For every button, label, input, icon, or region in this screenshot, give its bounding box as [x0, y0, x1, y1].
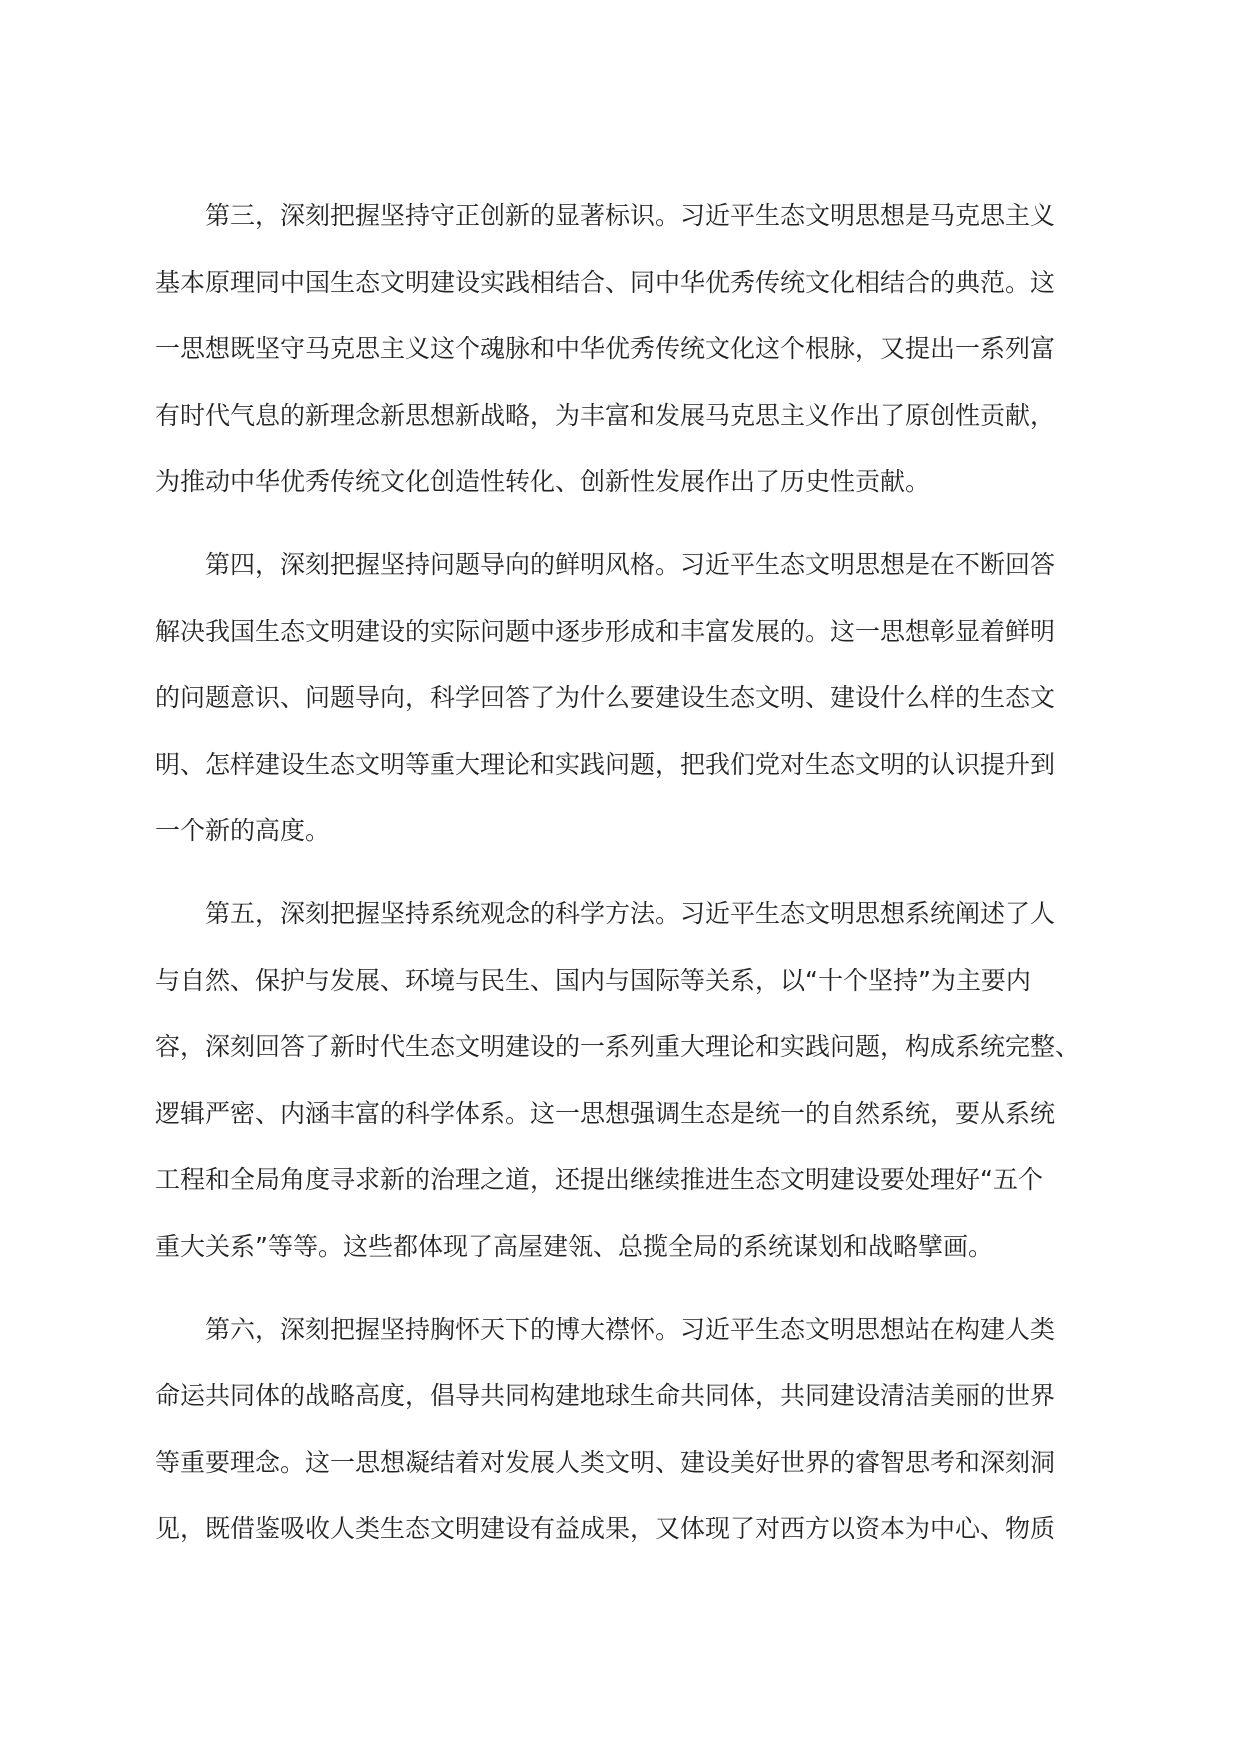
text-line: 第四，深刻把握坚持问题导向的鲜明风格。习近平生态文明思想是在不断回答 — [205, 549, 1056, 579]
text-line: 为推动中华优秀传统文化创造性转化、创新性发展作出了历史性贡献。 — [155, 467, 931, 497]
paragraph-fifth — [155, 881, 1081, 1281]
text-line: 等重要理念。这一思想凝结着对发展人类文明、建设美好世界的睿智思考和深刻洞 — [155, 1447, 1056, 1477]
text-line: 第三，深刻把握坚持守正创新的显著标识。习近平生态文明思想是马克思主义 — [205, 201, 1056, 230]
text-line: 命运共同体的战略高度，倡导共同构建地球生命共同体，共同建设清洁美丽的世界 — [155, 1381, 1056, 1411]
document-body — [155, 183, 1081, 1579]
text-line: 重大关系”等等。这些都体现了高屋建瓴、总揽全局的系统谋划和战略擘画。 — [155, 1231, 993, 1261]
paragraph-sixth — [155, 1297, 1060, 1563]
text-line: 工程和全局角度寻求新的治理之道，还提出继续推进生态文明建设要处理好“五个 — [155, 1165, 1043, 1195]
text-line: 解决我国生态文明建设的实际问题中逐步形成和丰富发展的。这一思想彰显着鲜明 — [155, 616, 1056, 646]
paragraph-third — [155, 183, 1060, 516]
text-line: 第五，深刻把握坚持系统观念的科学方法。习近平生态文明思想系统阐述了人 — [205, 898, 1056, 928]
text-line: 见，既借鉴吸收人类生态文明建设有益成果，又体现了对西方以资本为中心、物质 — [155, 1514, 1056, 1544]
text-line: 逻辑严密、内涵丰富的科学体系。这一思想强调生态是统一的自然系统，要从系统 — [155, 1098, 1056, 1128]
text-line: 容，深刻回答了新时代生态文明建设的一系列重大理论和实践问题，构成系统完整、 — [155, 1032, 1081, 1062]
text-line: 明、怎样建设生态文明等重大理论和实践问题，把我们党对生态文明的认识提升到 — [155, 749, 1056, 779]
text-line: 第六，深刻把握坚持胸怀天下的博大襟怀。习近平生态文明思想站在构建人类 — [205, 1314, 1056, 1344]
text-line: 有时代气息的新理念新思想新战略，为丰富和发展马克思主义作出了原创性贡献， — [155, 400, 1056, 430]
text-line: 的问题意识、问题导向，科学回答了为什么要建设生态文明、建设什么样的生态文 — [155, 683, 1056, 713]
paragraph-fourth — [155, 532, 1060, 865]
text-line: 一思想既坚守马克思主义这个魂脉和中华优秀传统文化这个根脉，又提出一系列富 — [155, 334, 1056, 364]
text-line: 与自然、保护与发展、环境与民生、国内与国际等关系，以“十个坚持”为主要内 — [155, 965, 1031, 995]
text-line: 一个新的高度。 — [155, 816, 331, 846]
text-line: 基本原理同中国生态文明建设实践相结合、同中华优秀传统文化相结合的典范。这 — [155, 267, 1056, 297]
